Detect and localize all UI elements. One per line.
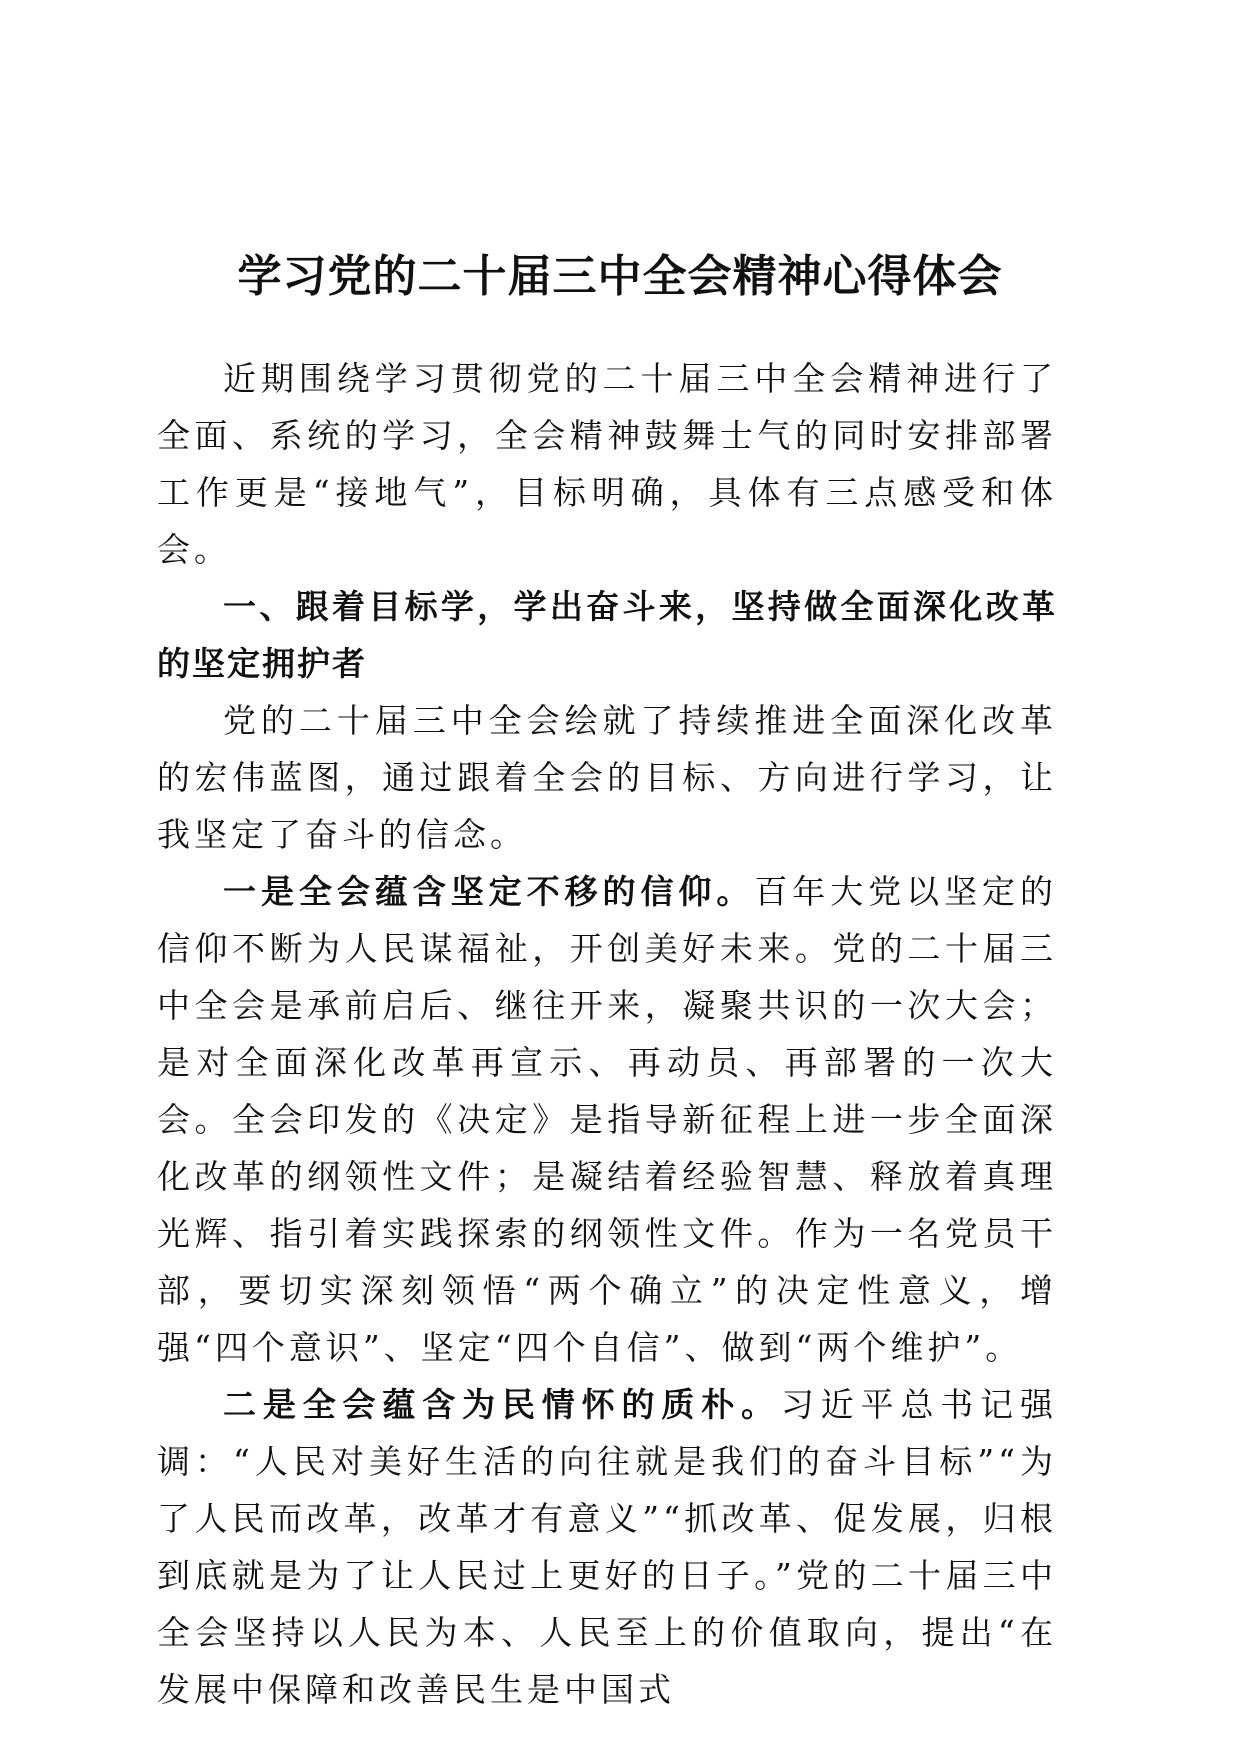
point-two-paragraph [157, 1376, 1057, 1718]
document-title: 学习党的二十届三中全会精神心得体会 [237, 251, 1003, 302]
section-heading: 一、跟着目标学，学出奋斗来，坚持做全面深化改革的坚定拥护者 [157, 587, 1057, 683]
point-one-paragraph [157, 863, 1057, 1376]
document-body [157, 350, 1057, 1718]
section-summary-paragraph: 党的二十届三中全会绘就了持续推进全面深化改革的宏伟蓝图，通过跟着全会的目标、方向进行学习，让我坚定了奋斗的信念。 [157, 701, 1057, 854]
point-two-text: 习近平总书记强调：“人民对美好生活的向往就是我们的奋斗目标”“为了人民而改革，改革才有意义”“抓改革、促发展，归根到底就是为了让人民过上更好的日子。”党的二十届三中全会坚持以人民为本、人民至上的价值取向，提出“在发展中保障和改善民生是中国式 [157, 1385, 1058, 1709]
point-one-lead: 一是全会蕴含坚定不移的信仰。 [223, 872, 755, 911]
point-one-text: 百年大党以坚定的信仰不断为人民谋福祉，开创美好未来。党的二十届三中全会是承前启后、继往开来，凝聚共识的一次大会；是对全面深化改革再宣示、再动员、再部署的一次大会。全会印发的《决定》是指导新征程上进一步全面深化改革的纲领性文件；是凝结着经验智慧、释放着真理光辉、指引着实践探索的纲领性文件。作为一名党员干部，要切实深刻领悟“两个确立”的决定性意义，增强“四个意识”、坚定“四个自信”、做到“两个维护”。 [157, 872, 1058, 1367]
intro-paragraph: 近期围绕学习贯彻党的二十届三中全会精神进行了全面、系统的学习，全会精神鼓舞士气的同时安排部署工作更是“接地气”，目标明确，具体有三点感受和体会。 [157, 359, 1057, 569]
point-two-lead: 二是全会蕴含为民情怀的质朴。 [223, 1385, 781, 1424]
